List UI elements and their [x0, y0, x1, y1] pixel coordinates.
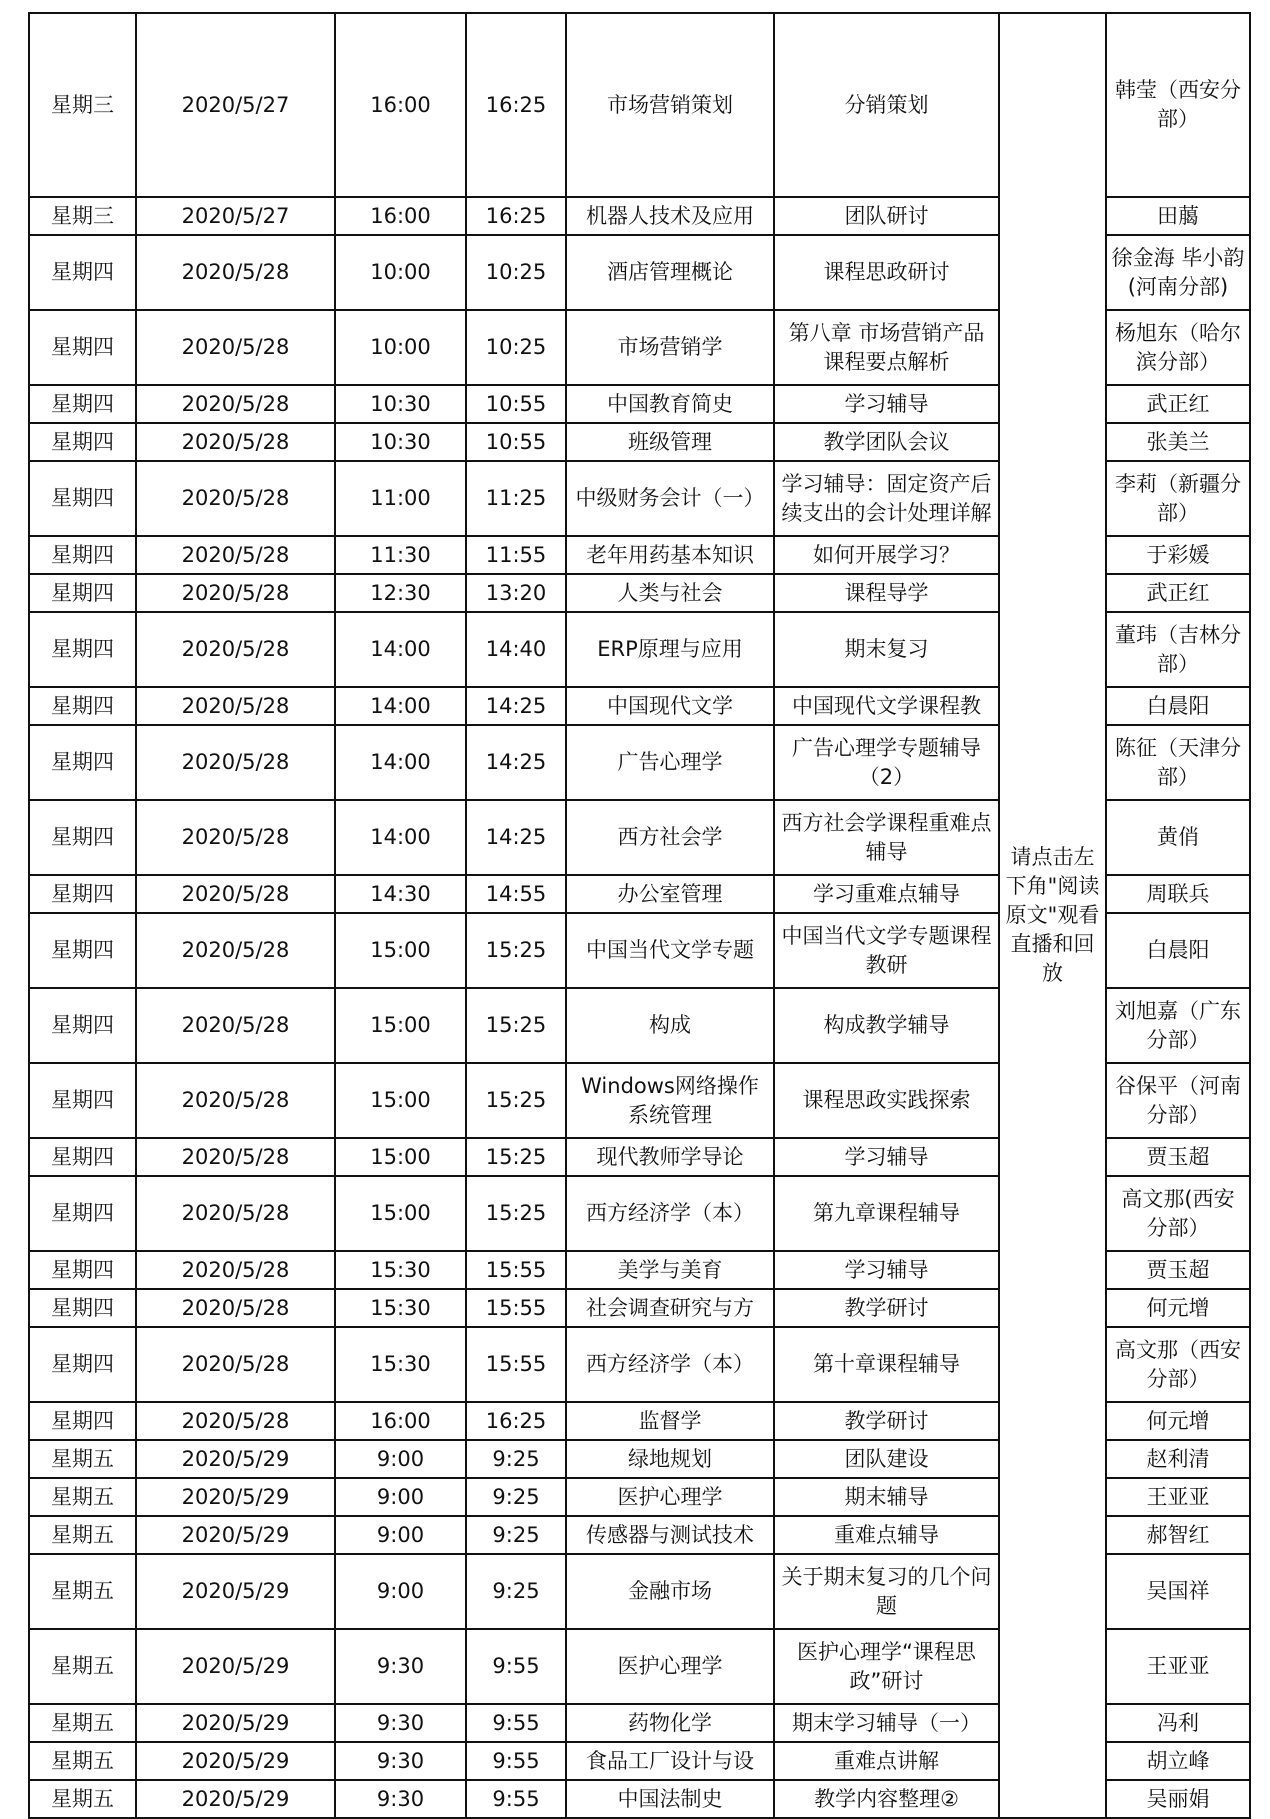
- course-cell: 构成: [566, 988, 774, 1063]
- date-cell: 2020/5/28: [136, 800, 335, 875]
- start-time-cell: 9:00: [335, 1554, 466, 1629]
- day-cell: 星期四: [29, 423, 136, 461]
- teacher-cell: 王亚亚: [1106, 1478, 1250, 1516]
- day-cell: 星期四: [29, 913, 136, 988]
- topic-cell: 学习辅导: [774, 1251, 999, 1289]
- day-cell: 星期四: [29, 1289, 136, 1327]
- course-cell: 社会调查研究与方: [566, 1289, 774, 1327]
- date-cell: 2020/5/28: [136, 988, 335, 1063]
- topic-cell: 重难点辅导: [774, 1516, 999, 1554]
- date-cell: 2020/5/29: [136, 1742, 335, 1780]
- start-time-cell: 14:00: [335, 800, 466, 875]
- teacher-cell: 何元增: [1106, 1402, 1250, 1440]
- course-cell: 药物化学: [566, 1704, 774, 1742]
- start-time-cell: 15:30: [335, 1251, 466, 1289]
- teacher-cell: 杨旭东（哈尔滨分部）: [1106, 310, 1250, 385]
- day-cell: 星期四: [29, 574, 136, 612]
- teacher-cell: 吴国祥: [1106, 1554, 1250, 1629]
- day-cell: 星期四: [29, 988, 136, 1063]
- topic-cell: 广告心理学专题辅导（2）: [774, 725, 999, 800]
- teacher-cell: 高文那（西安分部）: [1106, 1327, 1250, 1402]
- course-cell: 市场营销策划: [566, 13, 774, 197]
- topic-cell: 西方社会学课程重难点辅导: [774, 800, 999, 875]
- course-cell: 传感器与测试技术: [566, 1516, 774, 1554]
- end-time-cell: 15:25: [466, 988, 566, 1063]
- end-time-cell: 14:25: [466, 687, 566, 725]
- date-cell: 2020/5/28: [136, 913, 335, 988]
- teacher-cell: 黄俏: [1106, 800, 1250, 875]
- day-cell: 星期五: [29, 1554, 136, 1629]
- topic-cell: 学习辅导：固定资产后续支出的会计处理详解: [774, 461, 999, 536]
- date-cell: 2020/5/29: [136, 1440, 335, 1478]
- day-cell: 星期四: [29, 1327, 136, 1402]
- teacher-cell: 陈征（天津分部）: [1106, 725, 1250, 800]
- day-cell: 星期四: [29, 1176, 136, 1251]
- teacher-cell: 周联兵: [1106, 875, 1250, 913]
- table-row: [29, 13, 1250, 197]
- topic-cell: 课程思政实践探索: [774, 1063, 999, 1138]
- course-cell: 中国法制史: [566, 1780, 774, 1818]
- end-time-cell: 13:20: [466, 574, 566, 612]
- end-time-cell: 9:25: [466, 1478, 566, 1516]
- teacher-cell: 徐金海 毕小韵(河南分部): [1106, 235, 1250, 310]
- teacher-cell: 武正红: [1106, 385, 1250, 423]
- teacher-cell: 韩莹（西安分部）: [1106, 13, 1250, 197]
- course-cell: 金融市场: [566, 1554, 774, 1629]
- course-cell: 西方社会学: [566, 800, 774, 875]
- date-cell: 2020/5/28: [136, 310, 335, 385]
- date-cell: 2020/5/28: [136, 536, 335, 574]
- course-cell: 老年用药基本知识: [566, 536, 774, 574]
- date-cell: 2020/5/28: [136, 725, 335, 800]
- start-time-cell: 11:00: [335, 461, 466, 536]
- course-cell: Windows网络操作系统管理: [566, 1063, 774, 1138]
- start-time-cell: 16:00: [335, 13, 466, 197]
- course-cell: 美学与美育: [566, 1251, 774, 1289]
- topic-cell: 中国当代文学专题课程教研: [774, 913, 999, 988]
- topic-cell: 分销策划: [774, 13, 999, 197]
- start-time-cell: 10:00: [335, 235, 466, 310]
- teacher-cell: 武正红: [1106, 574, 1250, 612]
- topic-cell: 期末辅导: [774, 1478, 999, 1516]
- topic-cell: 课程导学: [774, 574, 999, 612]
- end-time-cell: 9:25: [466, 1554, 566, 1629]
- teacher-cell: 郝智红: [1106, 1516, 1250, 1554]
- start-time-cell: 14:00: [335, 725, 466, 800]
- teacher-cell: 贾玉超: [1106, 1251, 1250, 1289]
- course-cell: 人类与社会: [566, 574, 774, 612]
- day-cell: 星期四: [29, 310, 136, 385]
- course-cell: 酒店管理概论: [566, 235, 774, 310]
- date-cell: 2020/5/27: [136, 13, 335, 197]
- date-cell: 2020/5/28: [136, 1176, 335, 1251]
- course-cell: 中国教育简史: [566, 385, 774, 423]
- topic-cell: 关于期末复习的几个问题: [774, 1554, 999, 1629]
- start-time-cell: 14:00: [335, 612, 466, 687]
- start-time-cell: 9:30: [335, 1780, 466, 1818]
- date-cell: 2020/5/28: [136, 461, 335, 536]
- date-cell: 2020/5/28: [136, 574, 335, 612]
- start-time-cell: 9:30: [335, 1742, 466, 1780]
- course-cell: 中国现代文学: [566, 687, 774, 725]
- topic-cell: 中国现代文学课程教: [774, 687, 999, 725]
- day-cell: 星期四: [29, 800, 136, 875]
- end-time-cell: 16:25: [466, 13, 566, 197]
- end-time-cell: 11:25: [466, 461, 566, 536]
- day-cell: 星期四: [29, 235, 136, 310]
- start-time-cell: 9:30: [335, 1704, 466, 1742]
- day-cell: 星期四: [29, 687, 136, 725]
- topic-cell: 教学研讨: [774, 1402, 999, 1440]
- end-time-cell: 16:25: [466, 197, 566, 235]
- end-time-cell: 15:25: [466, 1063, 566, 1138]
- course-cell: 食品工厂设计与设: [566, 1742, 774, 1780]
- day-cell: 星期四: [29, 1402, 136, 1440]
- start-time-cell: 15:00: [335, 1063, 466, 1138]
- topic-cell: 教学研讨: [774, 1289, 999, 1327]
- topic-cell: 构成教学辅导: [774, 988, 999, 1063]
- teacher-cell: 王亚亚: [1106, 1629, 1250, 1704]
- topic-cell: 第十章课程辅导: [774, 1327, 999, 1402]
- end-time-cell: 15:25: [466, 1138, 566, 1176]
- day-cell: 星期四: [29, 1063, 136, 1138]
- day-cell: 星期五: [29, 1704, 136, 1742]
- start-time-cell: 9:30: [335, 1629, 466, 1704]
- teacher-cell: 董玮（吉林分部）: [1106, 612, 1250, 687]
- course-cell: 绿地规划: [566, 1440, 774, 1478]
- day-cell: 星期四: [29, 875, 136, 913]
- teacher-cell: 张美兰: [1106, 423, 1250, 461]
- course-cell: 西方经济学（本）: [566, 1327, 774, 1402]
- day-cell: 星期四: [29, 536, 136, 574]
- topic-cell: 期末复习: [774, 612, 999, 687]
- end-time-cell: 10:25: [466, 310, 566, 385]
- schedule-body: [29, 13, 1250, 1818]
- schedule-table: [28, 12, 1251, 1819]
- end-time-cell: 10:25: [466, 235, 566, 310]
- course-cell: 现代教师学导论: [566, 1138, 774, 1176]
- day-cell: 星期五: [29, 1629, 136, 1704]
- date-cell: 2020/5/29: [136, 1704, 335, 1742]
- start-time-cell: 12:30: [335, 574, 466, 612]
- course-cell: 西方经济学（本）: [566, 1176, 774, 1251]
- day-cell: 星期五: [29, 1440, 136, 1478]
- day-cell: 星期五: [29, 1742, 136, 1780]
- teacher-cell: 冯利: [1106, 1704, 1250, 1742]
- topic-cell: 团队研讨: [774, 197, 999, 235]
- teacher-cell: 于彩媛: [1106, 536, 1250, 574]
- end-time-cell: 10:55: [466, 385, 566, 423]
- end-time-cell: 9:55: [466, 1704, 566, 1742]
- end-time-cell: 9:25: [466, 1440, 566, 1478]
- teacher-cell: 田﨟: [1106, 197, 1250, 235]
- course-cell: 中级财务会计（一）: [566, 461, 774, 536]
- end-time-cell: 15:55: [466, 1327, 566, 1402]
- day-cell: 星期五: [29, 1478, 136, 1516]
- course-cell: 办公室管理: [566, 875, 774, 913]
- teacher-cell: 谷保平（河南分部）: [1106, 1063, 1250, 1138]
- end-time-cell: 9:55: [466, 1629, 566, 1704]
- start-time-cell: 15:00: [335, 1176, 466, 1251]
- date-cell: 2020/5/27: [136, 197, 335, 235]
- end-time-cell: 11:55: [466, 536, 566, 574]
- topic-cell: 教学团队会议: [774, 423, 999, 461]
- day-cell: 星期四: [29, 385, 136, 423]
- start-time-cell: 14:30: [335, 875, 466, 913]
- date-cell: 2020/5/29: [136, 1780, 335, 1818]
- topic-cell: 课程思政研讨: [774, 235, 999, 310]
- teacher-cell: 高文那(西安分部）: [1106, 1176, 1250, 1251]
- end-time-cell: 9:25: [466, 1516, 566, 1554]
- start-time-cell: 16:00: [335, 197, 466, 235]
- day-cell: 星期三: [29, 197, 136, 235]
- teacher-cell: 白晨阳: [1106, 913, 1250, 988]
- start-time-cell: 9:00: [335, 1478, 466, 1516]
- course-cell: ERP原理与应用: [566, 612, 774, 687]
- topic-cell: 重难点讲解: [774, 1742, 999, 1780]
- topic-cell: 医护心理学“课程思政”研讨: [774, 1629, 999, 1704]
- day-cell: 星期四: [29, 461, 136, 536]
- start-time-cell: 15:30: [335, 1289, 466, 1327]
- start-time-cell: 9:00: [335, 1516, 466, 1554]
- end-time-cell: 14:25: [466, 725, 566, 800]
- topic-cell: 第九章课程辅导: [774, 1176, 999, 1251]
- topic-cell: 学习重难点辅导: [774, 875, 999, 913]
- date-cell: 2020/5/28: [136, 423, 335, 461]
- live-replay-note: 请点击左下角"阅读原文"观看直播和回放: [999, 13, 1106, 1818]
- end-time-cell: 15:25: [466, 1176, 566, 1251]
- day-cell: 星期四: [29, 725, 136, 800]
- start-time-cell: 10:30: [335, 423, 466, 461]
- end-time-cell: 16:25: [466, 1402, 566, 1440]
- course-cell: 广告心理学: [566, 725, 774, 800]
- end-time-cell: 14:25: [466, 800, 566, 875]
- teacher-cell: 吴丽娟: [1106, 1780, 1250, 1818]
- course-cell: 机器人技术及应用: [566, 197, 774, 235]
- start-time-cell: 16:00: [335, 1402, 466, 1440]
- start-time-cell: 9:00: [335, 1440, 466, 1478]
- date-cell: 2020/5/28: [136, 875, 335, 913]
- topic-cell: 教学内容整理②: [774, 1780, 999, 1818]
- day-cell: 星期四: [29, 1138, 136, 1176]
- day-cell: 星期四: [29, 1251, 136, 1289]
- end-time-cell: 9:55: [466, 1742, 566, 1780]
- end-time-cell: 9:55: [466, 1780, 566, 1818]
- end-time-cell: 14:55: [466, 875, 566, 913]
- end-time-cell: 15:55: [466, 1289, 566, 1327]
- date-cell: 2020/5/29: [136, 1629, 335, 1704]
- course-cell: 市场营销学: [566, 310, 774, 385]
- start-time-cell: 14:00: [335, 687, 466, 725]
- end-time-cell: 15:25: [466, 913, 566, 988]
- date-cell: 2020/5/28: [136, 385, 335, 423]
- course-cell: 班级管理: [566, 423, 774, 461]
- day-cell: 星期四: [29, 612, 136, 687]
- start-time-cell: 10:00: [335, 310, 466, 385]
- course-cell: 医护心理学: [566, 1629, 774, 1704]
- teacher-cell: 何元增: [1106, 1289, 1250, 1327]
- teacher-cell: 刘旭嘉（广东分部）: [1106, 988, 1250, 1063]
- teacher-cell: 胡立峰: [1106, 1742, 1250, 1780]
- topic-cell: 团队建设: [774, 1440, 999, 1478]
- topic-cell: 学习辅导: [774, 1138, 999, 1176]
- date-cell: 2020/5/28: [136, 1063, 335, 1138]
- start-time-cell: 15:00: [335, 913, 466, 988]
- end-time-cell: 10:55: [466, 423, 566, 461]
- start-time-cell: 15:30: [335, 1327, 466, 1402]
- course-cell: 医护心理学: [566, 1478, 774, 1516]
- date-cell: 2020/5/28: [136, 1251, 335, 1289]
- topic-cell: 第八章 市场营销产品课程要点解析: [774, 310, 999, 385]
- date-cell: 2020/5/29: [136, 1478, 335, 1516]
- date-cell: 2020/5/29: [136, 1554, 335, 1629]
- start-time-cell: 15:00: [335, 988, 466, 1063]
- start-time-cell: 10:30: [335, 385, 466, 423]
- day-cell: 星期三: [29, 13, 136, 197]
- course-cell: 监督学: [566, 1402, 774, 1440]
- end-time-cell: 15:55: [466, 1251, 566, 1289]
- end-time-cell: 14:40: [466, 612, 566, 687]
- date-cell: 2020/5/28: [136, 612, 335, 687]
- topic-cell: 学习辅导: [774, 385, 999, 423]
- teacher-cell: 白晨阳: [1106, 687, 1250, 725]
- date-cell: 2020/5/28: [136, 1138, 335, 1176]
- start-time-cell: 11:30: [335, 536, 466, 574]
- teacher-cell: 贾玉超: [1106, 1138, 1250, 1176]
- day-cell: 星期五: [29, 1516, 136, 1554]
- date-cell: 2020/5/28: [136, 1402, 335, 1440]
- date-cell: 2020/5/28: [136, 235, 335, 310]
- topic-cell: 期末学习辅导（一）: [774, 1704, 999, 1742]
- date-cell: 2020/5/28: [136, 687, 335, 725]
- day-cell: 星期五: [29, 1780, 136, 1818]
- teacher-cell: 赵利清: [1106, 1440, 1250, 1478]
- topic-cell: 如何开展学习？: [774, 536, 999, 574]
- date-cell: 2020/5/29: [136, 1516, 335, 1554]
- course-cell: 中国当代文学专题: [566, 913, 774, 988]
- teacher-cell: 李莉（新疆分部）: [1106, 461, 1250, 536]
- start-time-cell: 15:00: [335, 1138, 466, 1176]
- date-cell: 2020/5/28: [136, 1327, 335, 1402]
- date-cell: 2020/5/28: [136, 1289, 335, 1327]
